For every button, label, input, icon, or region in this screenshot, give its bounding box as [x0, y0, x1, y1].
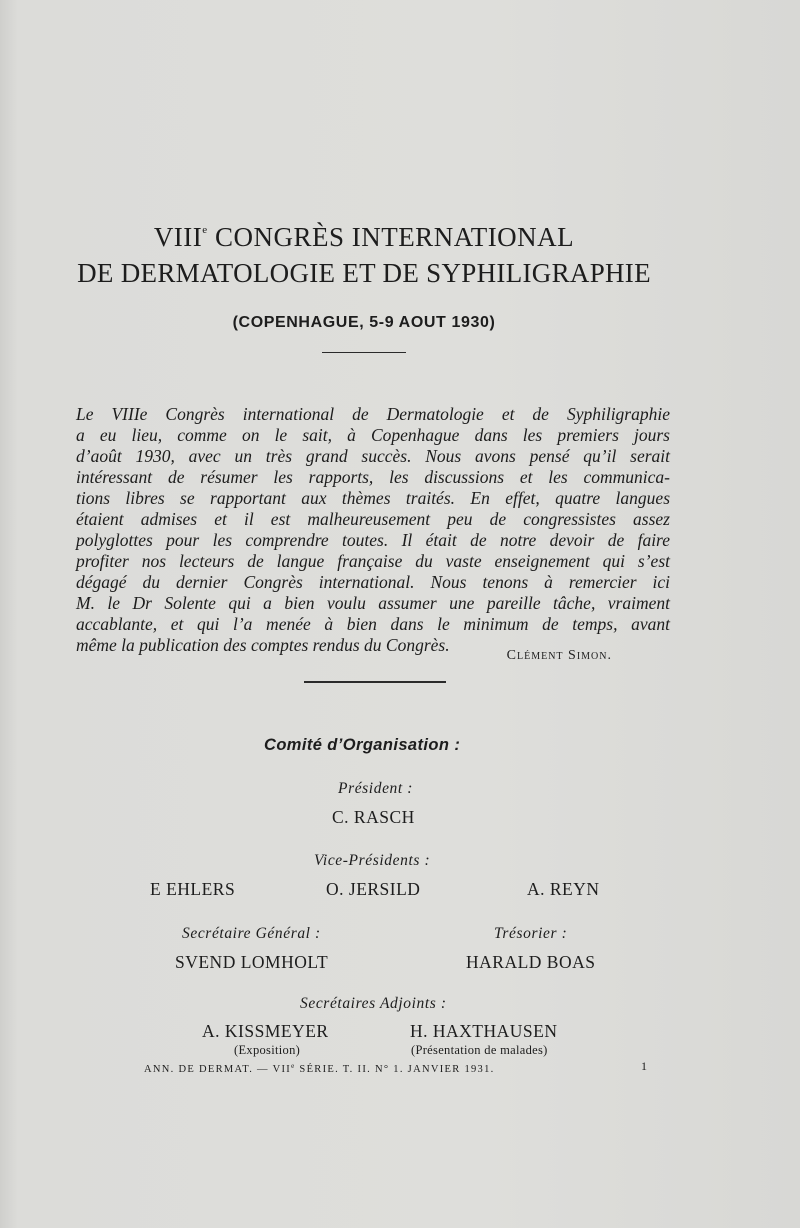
page-number: 1 — [641, 1059, 647, 1073]
committee-title: Comité d’Organisation : — [264, 736, 461, 754]
intro-line: accablante, et qui l’a menée à bien dans le minimum de temps, avant — [76, 614, 670, 634]
title-line-2: DE DERMATOLOGIE ET DE SYPHILIGRAPHIE — [77, 258, 651, 288]
intro-line: dégagé du dernier Congrès international. Nous tenons à remercier ici — [76, 572, 670, 592]
subtitle: (COPENHAGUE, 5-9 AOUT 1930) — [232, 314, 496, 331]
secretary-label: Secrétaire Général : — [182, 925, 321, 942]
footer-text-b: SÉRIE. T. II. N° 1. JANVIER 1931. — [295, 1064, 495, 1075]
divider-rule-middle — [304, 681, 446, 683]
intro-line: d’août 1930, avec un très grand succès. Nous avons pensé qu’il serait — [76, 446, 670, 466]
secretary-name: SVEND LOMHOLT — [175, 952, 329, 972]
adjoint-name: A. KISSMEYER — [202, 1021, 329, 1041]
footer-citation — [144, 1062, 495, 1075]
title-line-1-text: CONGRÈS INTERNATIONAL — [207, 222, 575, 252]
intro-line: étaient admises et il est malheureusement peu de congressistes assez — [76, 509, 670, 529]
intro-line: intéressant de résumer les rapports, les discussions et les communica- — [76, 467, 670, 487]
vice-president-name: A. REYN — [527, 879, 600, 899]
adjoint-name: H. HAXTHAUSEN — [410, 1021, 558, 1041]
divider-rule-top — [322, 352, 406, 353]
title-superscript: e — [202, 224, 208, 236]
intro-line: tions libres se rapportant aux thèmes traités. En effet, quatre langues — [76, 488, 670, 508]
vice-president-name: O. JERSILD — [326, 879, 421, 899]
president-name: C. RASCH — [332, 807, 415, 827]
vice-presidents-label: Vice-Présidents : — [314, 852, 431, 869]
president-label: Président : — [338, 780, 414, 797]
vice-president-name: E EHLERS — [150, 879, 236, 899]
adjoints-label: Secrétaires Adjoints : — [300, 995, 447, 1012]
signature: Clément Simon. — [506, 648, 612, 663]
intro-line: profiter nos lecteurs de langue française du vaste enseignement qui s’est — [76, 551, 670, 571]
adjoint-note: (Présentation de malades) — [411, 1043, 548, 1057]
treasurer-name: HARALD BOAS — [466, 952, 596, 972]
footer-text-a: ANN. DE DERMAT. — VII — [144, 1064, 292, 1075]
intro-line: même la publication des comptes rendus du Congrès. — [76, 635, 450, 655]
treasurer-label: Trésorier : — [494, 925, 568, 942]
intro-line: polyglottes pour les comprendre toutes. Il était de notre devoir de faire — [76, 530, 670, 550]
intro-line: M. le Dr Solente qui a bien voulu assumer une pareille tâche, vraiment — [76, 593, 670, 613]
adjoint-note: (Exposition) — [234, 1043, 301, 1057]
title-line-1 — [0, 222, 728, 253]
footer-superscript: e — [291, 1062, 296, 1070]
intro-line: Le VIIIe Congrès international de Dermatologie et de Syphiligraphie — [76, 404, 670, 424]
title-numeral: VIII — [153, 222, 203, 252]
intro-line: a eu lieu, comme on le sait, à Copenhague dans les premiers jours — [76, 425, 670, 445]
